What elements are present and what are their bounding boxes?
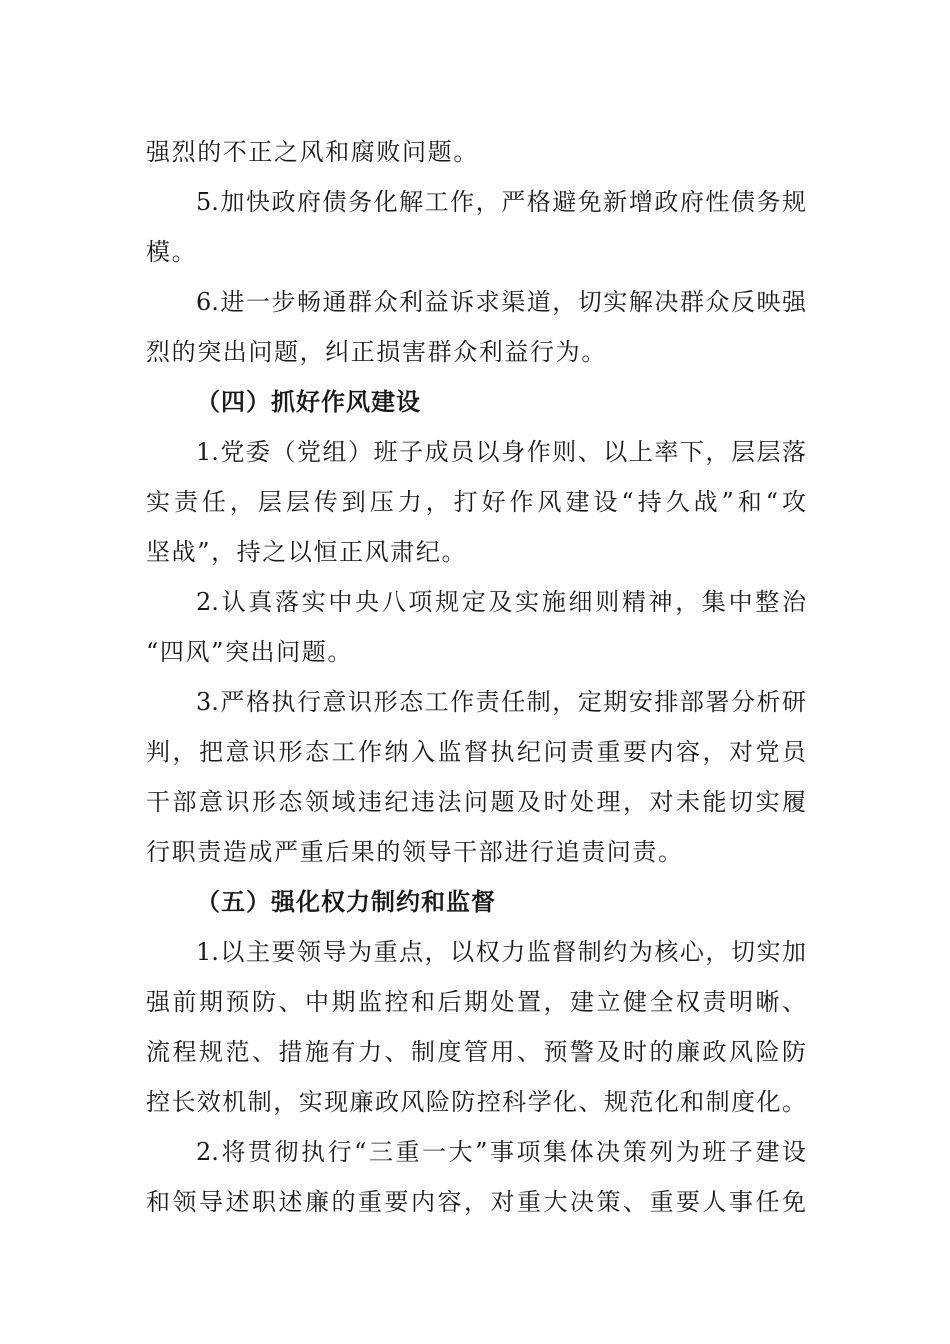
- text-line: 行职责造成严重后果的领导干部进行追责问责。: [146, 838, 684, 866]
- paragraph-line: 2.认真落实中央八项规定及实施细则精神，集中整治: [196, 588, 806, 616]
- section-heading: （五）强化权力制约和监督: [196, 887, 496, 916]
- paragraph-line: 1.以主要领导为重点，以权力监督制约为核心，切实加: [196, 938, 806, 966]
- text-line: 实责任，层层传到压力，打好作风建设“持久战”和“攻: [146, 488, 806, 516]
- text-line: 坚战”，持之以恒正风肃纪。: [146, 538, 468, 566]
- paragraph-line: 1.党委（党组）班子成员以身作则、以上率下，层层落: [196, 438, 806, 466]
- text-line: 干部意识形态领域违纪违法问题及时处理，对未能切实履: [146, 788, 806, 816]
- text-line: 控长效机制，实现廉政风险防控科学化、规范化和制度化。: [146, 1088, 806, 1116]
- text-line: 模。: [146, 238, 198, 266]
- text-line: 强烈的不正之风和腐败问题。: [146, 138, 479, 166]
- paragraph-line: 5.加快政府债务化解工作，严格避免新增政府性债务规: [196, 188, 806, 216]
- text-line: 烈的突出问题，纠正损害群众利益行为。: [146, 338, 607, 366]
- paragraph-line: 3.严格执行意识形态工作责任制，定期安排部署分析研: [196, 688, 806, 716]
- paragraph-line: 2.将贯彻执行“三重一大”事项集体决策列为班子建设: [196, 1138, 806, 1166]
- text-line: “四风”突出问题。: [146, 638, 353, 666]
- document-body: [146, 127, 806, 1227]
- text-line: 流程规范、措施有力、制度管用、预警及时的廉政风险防: [146, 1038, 806, 1066]
- section-heading: （四）抓好作风建设: [196, 387, 421, 416]
- text-line: 强前期预防、中期监控和后期处置，建立健全权责明晰、: [146, 988, 806, 1016]
- paragraph-line: 6.进一步畅通群众利益诉求渠道，切实解决群众反映强: [196, 288, 806, 316]
- text-line: 判，把意识形态工作纳入监督执纪问责重要内容，对党员: [146, 738, 806, 766]
- text-line: 和领导述职述廉的重要内容，对重大决策、重要人事任免: [146, 1188, 806, 1216]
